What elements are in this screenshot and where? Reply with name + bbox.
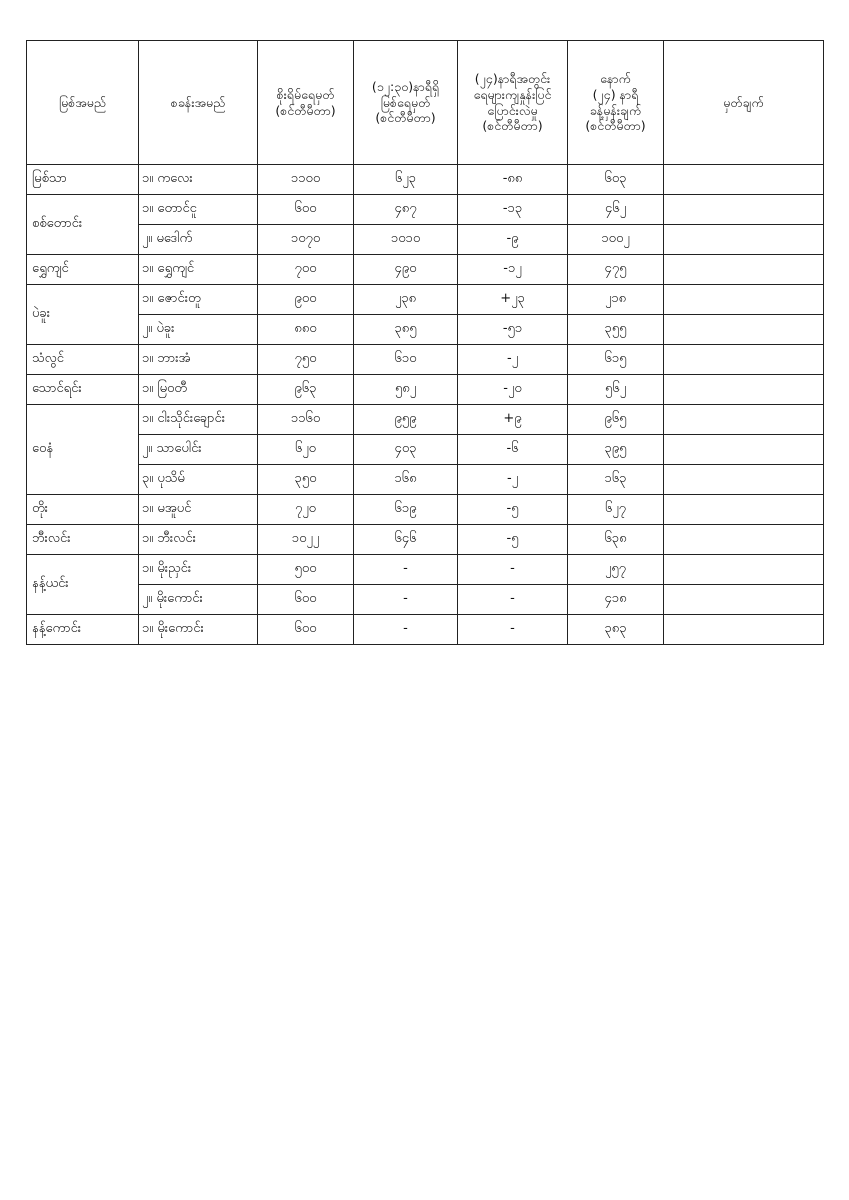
river-name-cell: တိုး	[27, 495, 139, 525]
table-row	[27, 555, 824, 585]
change-cell: -၅	[458, 495, 568, 525]
current-level-cell: ၆၄၆	[354, 525, 458, 555]
header-text: စခန်းအမည်	[170, 94, 226, 110]
header-station-name	[139, 41, 258, 165]
header-remarks	[664, 41, 824, 165]
change-cell: -	[458, 615, 568, 645]
river-name-cell: ရွှေကျင်	[27, 255, 139, 285]
current-level-cell: -	[354, 585, 458, 615]
header-river-name	[27, 41, 139, 165]
change-cell: -၁၂	[458, 255, 568, 285]
table-row	[27, 405, 824, 435]
change-cell: -၂	[458, 465, 568, 495]
change-cell: -၈၈	[458, 165, 568, 195]
current-level-cell: ၆၁၀	[354, 345, 458, 375]
remark-cell	[664, 195, 824, 225]
river-name-cell: သံလွင်	[27, 345, 139, 375]
river-name-cell: ပဲခူး	[27, 285, 139, 345]
header-text: (စင်တီမီတာ)	[275, 102, 336, 118]
danger-level-cell: ၉၆၃	[258, 375, 354, 405]
danger-level-cell: ၈၈၀	[258, 315, 354, 345]
river-level-table	[26, 40, 824, 645]
change-cell: -၆	[458, 435, 568, 465]
remark-cell	[664, 555, 824, 585]
station-name-cell: ၁။ ဘီးလင်း	[139, 525, 258, 555]
danger-level-cell: ၇၂၀	[258, 495, 354, 525]
river-name-cell: မြစ်သာ	[27, 165, 139, 195]
current-level-cell: ၁၀၁၀	[354, 225, 458, 255]
forecast-cell: ၆၀၃	[568, 165, 664, 195]
danger-level-cell: ၆၂၀	[258, 435, 354, 465]
forecast-cell: ၃၈၃	[568, 615, 664, 645]
current-level-cell: ၆၁၉	[354, 495, 458, 525]
forecast-cell: ၆၂၇	[568, 495, 664, 525]
station-name-cell: ၁။ ကလေး	[139, 165, 258, 195]
forecast-cell: ၄၇၅	[568, 255, 664, 285]
forecast-cell: ၂၁၈	[568, 285, 664, 315]
station-name-cell: ၁။ ရွှေကျင်	[139, 255, 258, 285]
forecast-cell: ၉၆၅	[568, 405, 664, 435]
change-cell: -၅	[458, 525, 568, 555]
header-24h-forecast	[568, 41, 664, 165]
remark-cell	[664, 225, 824, 255]
current-level-cell: -	[354, 555, 458, 585]
table-row	[27, 285, 824, 315]
table-row	[27, 225, 824, 255]
table-row	[27, 255, 824, 285]
change-cell: -၉	[458, 225, 568, 255]
remark-cell	[664, 465, 824, 495]
table-row	[27, 165, 824, 195]
table-row	[27, 345, 824, 375]
header-danger-level	[258, 41, 354, 165]
current-level-cell: -	[354, 615, 458, 645]
danger-level-cell: ၁၁၆၀	[258, 405, 354, 435]
river-name-cell: နန့်ယင်း	[27, 555, 139, 615]
forecast-cell: ၆၃၈	[568, 525, 664, 555]
forecast-cell: ၂၅၇	[568, 555, 664, 585]
table-row	[27, 195, 824, 225]
change-cell: -၂	[458, 345, 568, 375]
danger-level-cell: ၅၀၀	[258, 555, 354, 585]
current-level-cell: ၄၉၀	[354, 255, 458, 285]
remark-cell	[664, 375, 824, 405]
danger-level-cell: ၆၀၀	[258, 195, 354, 225]
change-cell: +၉	[458, 405, 568, 435]
danger-level-cell: ၉၀၀	[258, 285, 354, 315]
river-name-cell: ဝေနံ	[27, 405, 139, 495]
change-cell: -	[458, 585, 568, 615]
station-name-cell: ၁။ ဇောင်းတူ	[139, 285, 258, 315]
danger-level-cell: ၇၀၀	[258, 255, 354, 285]
river-name-cell: နန့်ကောင်း	[27, 615, 139, 645]
table-row	[27, 495, 824, 525]
change-cell: -	[458, 555, 568, 585]
river-name-cell: ဘီးလင်း	[27, 525, 139, 555]
forecast-cell: ၃၉၅	[568, 435, 664, 465]
danger-level-cell: ၁၁၀၀	[258, 165, 354, 195]
station-name-cell: ၁။ ငါးသိုင်းချောင်း	[139, 405, 258, 435]
station-name-cell: ၁။ ဘားအံ	[139, 345, 258, 375]
station-name-cell: ၂။ မိုးကောင်း	[139, 585, 258, 615]
table-row	[27, 585, 824, 615]
current-level-cell: ၁၆၈	[354, 465, 458, 495]
forecast-cell: ၆၁၅	[568, 345, 664, 375]
current-level-cell: ၄၈၇	[354, 195, 458, 225]
header-text: ပြောင်းလဲမှု	[487, 102, 538, 118]
table-row	[27, 435, 824, 465]
header-current-level	[354, 41, 458, 165]
danger-level-cell: ၆၀၀	[258, 615, 354, 645]
station-name-cell: ၁။ မအူပင်	[139, 495, 258, 525]
header-text: နောက်	[600, 71, 631, 87]
header-text: မှတ်ချက်	[723, 94, 764, 110]
table-row	[27, 315, 824, 345]
header-text: (စင်တီမီတာ)	[375, 110, 436, 126]
current-level-cell: ၂၃၈	[354, 285, 458, 315]
station-name-cell: ၂။ ပဲခူး	[139, 315, 258, 345]
remark-cell	[664, 615, 824, 645]
river-name-cell: သောင်ရင်း	[27, 375, 139, 405]
table-row	[27, 615, 824, 645]
current-level-cell: ၄၀၃	[354, 435, 458, 465]
table-row	[27, 375, 824, 405]
remark-cell	[664, 495, 824, 525]
remark-cell	[664, 435, 824, 465]
forecast-cell: ၁၀၀၂	[568, 225, 664, 255]
change-cell: -၂၀	[458, 375, 568, 405]
remark-cell	[664, 165, 824, 195]
danger-level-cell: ၃၅၀	[258, 465, 354, 495]
table-row	[27, 525, 824, 555]
station-name-cell: ၃။ ပုသိမ်	[139, 465, 258, 495]
forecast-cell: ၄၁၈	[568, 585, 664, 615]
remark-cell	[664, 285, 824, 315]
change-cell: +၂၃	[458, 285, 568, 315]
forecast-cell: ၃၅၅	[568, 315, 664, 345]
station-name-cell: ၁။ မြဝတီ	[139, 375, 258, 405]
danger-level-cell: ၇၅၀	[258, 345, 354, 375]
danger-level-cell: ၁၀၂၂	[258, 525, 354, 555]
remark-cell	[664, 255, 824, 285]
station-name-cell: ၂။ မဒေါက်	[139, 225, 258, 255]
station-name-cell: ၁။ မိုးကောင်း	[139, 615, 258, 645]
header-text: (၂၄) နာရီ	[592, 86, 639, 102]
forecast-cell: ၅၆၂	[568, 375, 664, 405]
change-cell: -၅၁	[458, 315, 568, 345]
header-text: မြစ်အမည်	[59, 94, 106, 110]
header-text: (စင်တီမီတာ)	[482, 118, 543, 134]
table-body	[27, 165, 824, 645]
station-name-cell: ၁။ မိုးညှင်း	[139, 555, 258, 585]
remark-cell	[664, 525, 824, 555]
forecast-cell: ၄၆၂	[568, 195, 664, 225]
danger-level-cell: ၁၀၇၀	[258, 225, 354, 255]
current-level-cell: ၉၅၉	[354, 405, 458, 435]
header-text: (၂၄)နာရီအတွင်း	[474, 71, 551, 87]
change-cell: -၁၃	[458, 195, 568, 225]
table-header-row	[27, 41, 824, 165]
header-text: စိုးရိမ်ရေမှတ်	[276, 86, 335, 102]
station-name-cell: ၁။ တောင်ငူ	[139, 195, 258, 225]
header-text: (၁၂:၃၀)နာရီရှိ	[371, 79, 440, 95]
danger-level-cell: ၆၀၀	[258, 585, 354, 615]
remark-cell	[664, 315, 824, 345]
table-row	[27, 465, 824, 495]
current-level-cell: ၅၈၂	[354, 375, 458, 405]
header-text: မြစ်ရေမှတ်	[380, 94, 431, 110]
remark-cell	[664, 345, 824, 375]
remark-cell	[664, 405, 824, 435]
remark-cell	[664, 585, 824, 615]
header-text: ရေများကျနှုန်းပြင်	[473, 86, 552, 102]
header-24h-change	[458, 41, 568, 165]
current-level-cell: ၃၈၅	[354, 315, 458, 345]
river-name-cell: စစ်တောင်း	[27, 195, 139, 255]
forecast-cell: ၁၆၃	[568, 465, 664, 495]
station-name-cell: ၂။ သာပေါင်း	[139, 435, 258, 465]
current-level-cell: ၆၂၃	[354, 165, 458, 195]
header-text: ခန့်မှန်းချက်	[589, 102, 642, 118]
header-text: (စင်တီမီတာ)	[585, 118, 646, 134]
